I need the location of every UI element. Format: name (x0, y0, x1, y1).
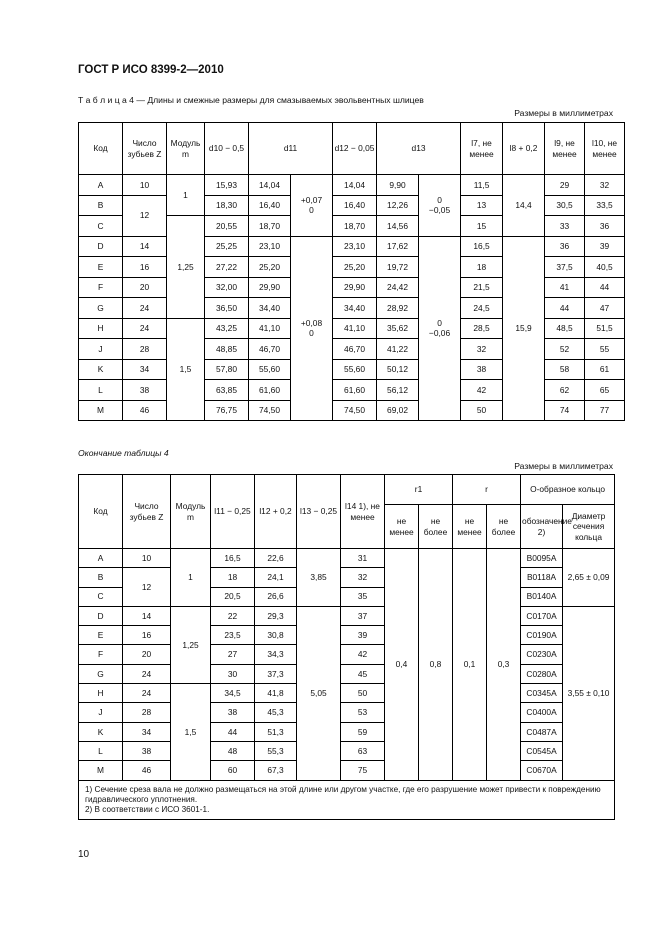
table-notes-row (79, 780, 615, 820)
table-cell: 38 (123, 380, 167, 401)
table-cell: 18,70 (249, 216, 291, 237)
table-cell: 51,3 (255, 722, 297, 741)
code-cell: E (79, 257, 123, 278)
table-cell: 46 (123, 761, 171, 780)
table-cell: 35 (341, 587, 385, 606)
table-cell: 41,10 (249, 318, 291, 339)
code-cell: M (79, 761, 123, 780)
code-cell: H (79, 318, 123, 339)
table-cell: 24 (123, 298, 167, 319)
table-cell: 40,5 (585, 257, 625, 278)
table-cell: 24,42 (377, 277, 419, 298)
table-cell: 16,5 (461, 236, 503, 257)
table-cell: 30 (211, 664, 255, 683)
header-cell: не более (487, 505, 521, 549)
table-cell: 9,90 (377, 175, 419, 196)
table-row (79, 626, 615, 645)
page-number: 10 (78, 849, 90, 860)
table-cell: 18,70 (333, 216, 377, 237)
table-row (79, 645, 615, 664)
table-cell: 62 (545, 380, 585, 401)
table-cell: C0670A (521, 761, 563, 780)
code-cell: L (79, 380, 123, 401)
table-cell: 48,5 (545, 318, 585, 339)
table-row (79, 722, 615, 741)
table-cell: 24 (123, 318, 167, 339)
table-cell: 46,70 (249, 339, 291, 360)
table-cell: 24 (123, 664, 171, 683)
table-cell: 0,8 (419, 549, 453, 781)
table-cell: 17,62 (377, 236, 419, 257)
code-cell: A (79, 175, 123, 196)
table-cell: 27,22 (205, 257, 249, 278)
table-cell: 38 (211, 703, 255, 722)
table-cell: 75 (341, 761, 385, 780)
header-cell: обозначение 2) (521, 505, 563, 549)
table-cell: 69,02 (377, 400, 419, 421)
table-cell: 23,10 (249, 236, 291, 257)
table-cell: 0,3 (487, 549, 521, 781)
code-cell: A (79, 549, 123, 568)
code-cell: G (79, 298, 123, 319)
header-cell: Код (79, 123, 123, 175)
table-cell: 0,1 (453, 549, 487, 781)
table-cell: 36,50 (205, 298, 249, 319)
table-cell: 15,9 (503, 236, 545, 421)
header-cell: Модуль m (171, 475, 211, 549)
table-cell: 34,3 (255, 645, 297, 664)
header-cell: Код (79, 475, 123, 549)
table-cell: 1,5 (171, 684, 211, 780)
table-cell: 58 (545, 359, 585, 380)
table-cell: 18 (461, 257, 503, 278)
table-cell: 43,25 (205, 318, 249, 339)
footnote-2: 2) В соответствии с ИСО 3601-1. (85, 805, 210, 815)
table-cell: 28,5 (461, 318, 503, 339)
table-cell: 32 (341, 568, 385, 587)
table-row (79, 741, 615, 760)
table-cell: 37,3 (255, 664, 297, 683)
table-cell: 29,3 (255, 606, 297, 625)
dimensions-table (78, 122, 625, 421)
table-cell: 25,20 (333, 257, 377, 278)
table-cell: 10 (123, 549, 171, 568)
table-header-row (79, 475, 615, 505)
table-cell: 29,90 (249, 277, 291, 298)
code-cell: E (79, 626, 123, 645)
table-cell: 12 (123, 195, 167, 236)
table-cell: 2,65 ± 0,09 (563, 549, 615, 607)
tolerance-cell: 0 −0,05 (419, 175, 461, 237)
table-cell: 50 (341, 684, 385, 703)
table-cell: 3,85 (297, 549, 341, 607)
table-cell: 42 (461, 380, 503, 401)
table-cell: 77 (585, 400, 625, 421)
table-cell: 18,30 (205, 195, 249, 216)
table-cell: 55,60 (249, 359, 291, 380)
table-cell: 14,56 (377, 216, 419, 237)
header-cell: Модуль m (167, 123, 205, 175)
header-cell: Диаметр сечения кольца (563, 505, 615, 549)
table-cell: 28 (123, 339, 167, 360)
table-cell: 24,1 (255, 568, 297, 587)
table-cell: C0487A (521, 722, 563, 741)
table-cell: 29 (545, 175, 585, 196)
table-cell: 50,12 (377, 359, 419, 380)
table-cell: 1,25 (171, 606, 211, 683)
table-row (79, 664, 615, 683)
table-cell: 16,40 (333, 195, 377, 216)
table-cell: 76,75 (205, 400, 249, 421)
table-cell: 51,5 (585, 318, 625, 339)
table-row (79, 175, 625, 196)
table-cell: 29,90 (333, 277, 377, 298)
table-cell: 38 (123, 741, 171, 760)
code-cell: D (79, 236, 123, 257)
table-cell: 46 (123, 400, 167, 421)
header-cell: d12 − 0,05 (333, 123, 377, 175)
table-cell: B0140A (521, 587, 563, 606)
code-cell: L (79, 741, 123, 760)
table-cell: 15 (461, 216, 503, 237)
table-cell: 67,3 (255, 761, 297, 780)
table-cell: 34,40 (333, 298, 377, 319)
table-cell: C0230A (521, 645, 563, 664)
table-cell: 21,5 (461, 277, 503, 298)
table-cell: 12 (123, 568, 171, 607)
table-cell: C0190A (521, 626, 563, 645)
table-row (79, 549, 615, 568)
table-cell: B0118A (521, 568, 563, 587)
table-cell: 63,85 (205, 380, 249, 401)
tolerance-cell: +0,08 0 (291, 236, 333, 421)
table-cell: 74,50 (249, 400, 291, 421)
table-cell: 28,92 (377, 298, 419, 319)
table-cell: 26,6 (255, 587, 297, 606)
table-cell: 30,8 (255, 626, 297, 645)
table-cell: 36 (545, 236, 585, 257)
table-cell: 1 (171, 549, 211, 607)
table-cell: 53 (341, 703, 385, 722)
table-cell: 20 (123, 277, 167, 298)
code-cell: C (79, 587, 123, 606)
table-cell: 59 (341, 722, 385, 741)
table-cell: 14,04 (249, 175, 291, 196)
header-cell: l14 1), не менее (341, 475, 385, 549)
table-cell: 3,55 ± 0,10 (563, 606, 615, 780)
code-cell: F (79, 277, 123, 298)
header-cell: l10, не менее (585, 123, 625, 175)
table-cell: 65 (585, 380, 625, 401)
table-cell: 47 (585, 298, 625, 319)
table-cell: 61 (585, 359, 625, 380)
table-cell: 25,25 (205, 236, 249, 257)
code-cell: J (79, 339, 123, 360)
table-cell: 34,5 (211, 684, 255, 703)
table-cell: 34,40 (249, 298, 291, 319)
table-cell: 41,22 (377, 339, 419, 360)
table-cell: 41,10 (333, 318, 377, 339)
code-cell: H (79, 684, 123, 703)
table-cell: 55,60 (333, 359, 377, 380)
table-cell: 44 (211, 722, 255, 741)
table-cell: 55,3 (255, 741, 297, 760)
table-cell: 57,80 (205, 359, 249, 380)
table-cell: C0400A (521, 703, 563, 722)
table-cell: 15,93 (205, 175, 249, 196)
code-cell: B (79, 195, 123, 216)
table-notes (79, 780, 615, 820)
header-cell: l13 − 0,25 (297, 475, 341, 549)
table-cell: 20 (123, 645, 171, 664)
table-cell: 44 (545, 298, 585, 319)
code-cell: C (79, 216, 123, 237)
table-cell: 16,40 (249, 195, 291, 216)
header-cell: не более (419, 505, 453, 549)
table-cell: 27 (211, 645, 255, 664)
table-cell: C0170A (521, 606, 563, 625)
table-cell: 41,8 (255, 684, 297, 703)
units-note: Размеры в миллиметрах (514, 461, 613, 471)
table-cell: 0,4 (385, 549, 419, 781)
table-cell: 60 (211, 761, 255, 780)
table-cell: 30,5 (545, 195, 585, 216)
table-row (79, 761, 615, 780)
table-cell: 45,3 (255, 703, 297, 722)
code-cell: J (79, 703, 123, 722)
header-cell: d13 (377, 123, 461, 175)
table-continuation-caption: Окончание таблицы 4 (78, 448, 169, 458)
table-cell: 23,10 (333, 236, 377, 257)
table-cell: 39 (341, 626, 385, 645)
table-cell: 37 (341, 606, 385, 625)
table-cell: 52 (545, 339, 585, 360)
table-cell: 33,5 (585, 195, 625, 216)
header-cell: l11 − 0,25 (211, 475, 255, 549)
table-cell: 55 (585, 339, 625, 360)
code-cell: B (79, 568, 123, 587)
table-cell: 56,12 (377, 380, 419, 401)
table-cell: 24,5 (461, 298, 503, 319)
table-row (79, 703, 615, 722)
table-cell: 63 (341, 741, 385, 760)
table-cell: 20,55 (205, 216, 249, 237)
table-cell: 16 (123, 626, 171, 645)
table-row (79, 568, 615, 587)
header-cell: l7, не менее (461, 123, 503, 175)
table-cell: 13 (461, 195, 503, 216)
table-cell: C0280A (521, 664, 563, 683)
table-cell: B0095A (521, 549, 563, 568)
table-cell: 48 (211, 741, 255, 760)
table-cell: 12,26 (377, 195, 419, 216)
code-cell: K (79, 722, 123, 741)
units-note: Размеры в миллиметрах (514, 108, 613, 118)
table-cell: 1,25 (167, 216, 205, 319)
table-row (79, 606, 615, 625)
table-cell: 34 (123, 359, 167, 380)
code-cell: D (79, 606, 123, 625)
tolerance-cell: 0 −0,06 (419, 236, 461, 421)
table-row (79, 236, 625, 257)
table-cell: 16 (123, 257, 167, 278)
code-cell: M (79, 400, 123, 421)
table-cell: 25,20 (249, 257, 291, 278)
table-cell: C0545A (521, 741, 563, 760)
code-cell: K (79, 359, 123, 380)
table-cell: 19,72 (377, 257, 419, 278)
table-cell: 44 (585, 277, 625, 298)
table-cell: 22,6 (255, 549, 297, 568)
table-cell: 14,04 (333, 175, 377, 196)
table-cell: 14 (123, 606, 171, 625)
table-cell: 32,00 (205, 277, 249, 298)
code-cell: F (79, 645, 123, 664)
table-cell: 74,50 (333, 400, 377, 421)
table-cell: 5,05 (297, 606, 341, 780)
table-cell: 28 (123, 703, 171, 722)
table-cell: 34 (123, 722, 171, 741)
table-cell: 48,85 (205, 339, 249, 360)
header-cell: r1 (385, 475, 453, 505)
table-cell: 74 (545, 400, 585, 421)
table-cell: 41 (545, 277, 585, 298)
table-cell: 18 (211, 568, 255, 587)
header-cell: О-образное кольцо (521, 475, 615, 505)
footnote-1: 1) Сечение среза вала не должно размещаться на этой длине или другом участке, где его разрушение может привести к повреждению гидравлического уплотнения. (85, 784, 601, 804)
table-cell: C0345A (521, 684, 563, 703)
table-cell: 39 (585, 236, 625, 257)
header-cell: l12 + 0,2 (255, 475, 297, 549)
table-cell: 31 (341, 549, 385, 568)
table-cell: 46,70 (333, 339, 377, 360)
header-cell: r (453, 475, 521, 505)
table-cell: 11,5 (461, 175, 503, 196)
table-cell: 22 (211, 606, 255, 625)
code-cell: G (79, 664, 123, 683)
header-cell: Число зубьев Z (123, 475, 171, 549)
table-cell: 61,60 (333, 380, 377, 401)
table-cell: 10 (123, 175, 167, 196)
table-cell: 35,62 (377, 318, 419, 339)
header-cell: не менее (385, 505, 419, 549)
table-cell: 23,5 (211, 626, 255, 645)
table-cell: 1,5 (167, 318, 205, 421)
header-cell: l9, не менее (545, 123, 585, 175)
table-caption: Т а б л и ц а 4 — Длины и смежные размеры для смазываемых эвольвентных шлицев (78, 95, 424, 105)
table-cell: 50 (461, 400, 503, 421)
table-cell: 61,60 (249, 380, 291, 401)
table-cell: 14 (123, 236, 167, 257)
header-cell: l8 + 0,2 (503, 123, 545, 175)
table-cell: 20,5 (211, 587, 255, 606)
table-cell: 14,4 (503, 175, 545, 237)
table-cell: 42 (341, 645, 385, 664)
header-cell: не менее (453, 505, 487, 549)
table-row (79, 684, 615, 703)
table-cell: 36 (585, 216, 625, 237)
table-cell: 45 (341, 664, 385, 683)
table-header-row (79, 123, 625, 175)
tolerance-cell: +0,07 0 (291, 175, 333, 237)
header-cell: Число зубьев Z (123, 123, 167, 175)
table-cell: 32 (461, 339, 503, 360)
dimensions-table-continued (78, 474, 615, 820)
table-cell: 33 (545, 216, 585, 237)
header-cell: d10 − 0,5 (205, 123, 249, 175)
document-header: ГОСТ Р ИСО 8399-2—2010 (78, 64, 224, 76)
header-cell: d11 (249, 123, 333, 175)
table-cell: 1 (167, 175, 205, 216)
table-cell: 32 (585, 175, 625, 196)
table-cell: 38 (461, 359, 503, 380)
table-cell: 16,5 (211, 549, 255, 568)
table-cell: 37,5 (545, 257, 585, 278)
table-cell: 24 (123, 684, 171, 703)
